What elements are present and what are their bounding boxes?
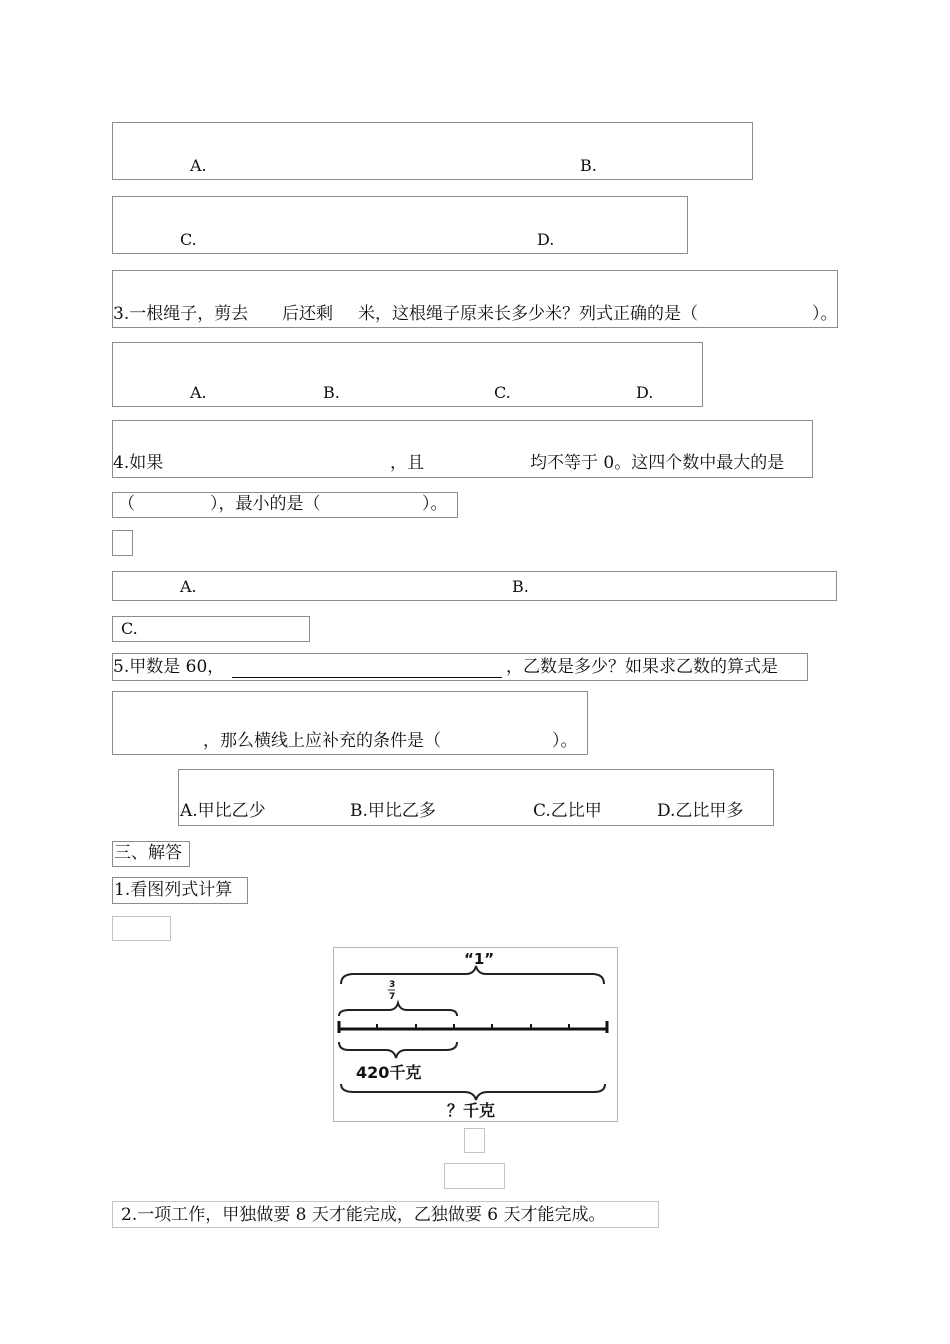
- unknown-label: ？千克: [447, 1101, 496, 1120]
- known-brace: [339, 1042, 457, 1058]
- q4-options-row2-box: [112, 616, 310, 642]
- line-segment-diagram: [333, 947, 618, 1122]
- q4-line2-close: ）。: [422, 494, 448, 514]
- q2-option-a[interactable]: A.: [190, 156, 207, 175]
- q2-options-row1-box: [112, 122, 753, 180]
- q4-line2-middle: ），最小的是（: [210, 494, 321, 514]
- q4-option-c[interactable]: C.: [121, 619, 138, 638]
- q5-option-d[interactable]: D.乙比甲多: [657, 801, 744, 821]
- q4-text-part2: ，且: [390, 453, 424, 473]
- q3-option-c[interactable]: C.: [494, 383, 511, 402]
- unknown-brace: [341, 1084, 605, 1100]
- q2-option-c[interactable]: C.: [180, 230, 197, 249]
- q5-blank-line: [232, 677, 502, 678]
- q2-option-b[interactable]: B.: [580, 156, 597, 175]
- s3q1-answer-box: [112, 916, 171, 941]
- q4-option-b[interactable]: B.: [512, 577, 529, 596]
- q4-options-row1-box: [112, 571, 837, 601]
- known-label: 420千克: [356, 1063, 422, 1082]
- q4-small-box: [112, 530, 133, 556]
- fraction-brace: [339, 1003, 457, 1016]
- q5-text-part1: 5.甲数是 60，: [113, 657, 225, 677]
- q5-line2-text: ，那么横线上应补充的条件是（: [203, 731, 441, 751]
- q2-option-d[interactable]: D.: [537, 230, 555, 249]
- q3-text-part2: 后还剩: [282, 304, 333, 324]
- q3-option-b[interactable]: B.: [323, 383, 340, 402]
- q2-options-row2-box: [112, 196, 688, 254]
- q5-text-part2: ，乙数是多少？如果求乙数的算式是: [506, 657, 778, 677]
- total-label: “1”: [464, 950, 495, 968]
- diagram-svg: [334, 948, 617, 1121]
- q3-option-a[interactable]: A.: [190, 383, 207, 402]
- section3-title: 三、解答: [114, 843, 182, 863]
- segment-line: [339, 1021, 607, 1033]
- total-brace: [341, 966, 604, 984]
- q3-text-part3: 米，这根绳子原来长多少米？列式正确的是（: [358, 304, 698, 324]
- q5-line2-end: ）。: [552, 731, 578, 751]
- q5-option-a[interactable]: A.甲比乙少: [180, 801, 266, 821]
- s3q1-small-box-1: [464, 1128, 485, 1153]
- q5-option-b[interactable]: B.甲比乙多: [350, 801, 436, 821]
- q3-text-part4: ）。: [812, 304, 838, 324]
- s3q2-text: 2.一项工作，甲独做要 8 天才能完成，乙独做要 6 天才能完成。: [121, 1205, 606, 1225]
- q4-line2-open: （: [118, 494, 135, 514]
- fraction-numerator: 3: [389, 980, 396, 990]
- q4-text-part1: 4.如果: [113, 453, 164, 473]
- q4-text-part3: 均不等于 0。这四个数中最大的是: [530, 453, 785, 473]
- q3-text-part1: 3.一根绳子，剪去: [113, 304, 249, 324]
- q5-option-c[interactable]: C.乙比甲: [533, 801, 602, 821]
- s3q1-small-box-2: [444, 1163, 505, 1189]
- fraction-denominator: 7: [389, 992, 396, 1002]
- s3q1-title: 1.看图列式计算: [114, 880, 233, 900]
- q4-option-a[interactable]: A.: [180, 577, 197, 596]
- q3-option-d[interactable]: D.: [636, 383, 654, 402]
